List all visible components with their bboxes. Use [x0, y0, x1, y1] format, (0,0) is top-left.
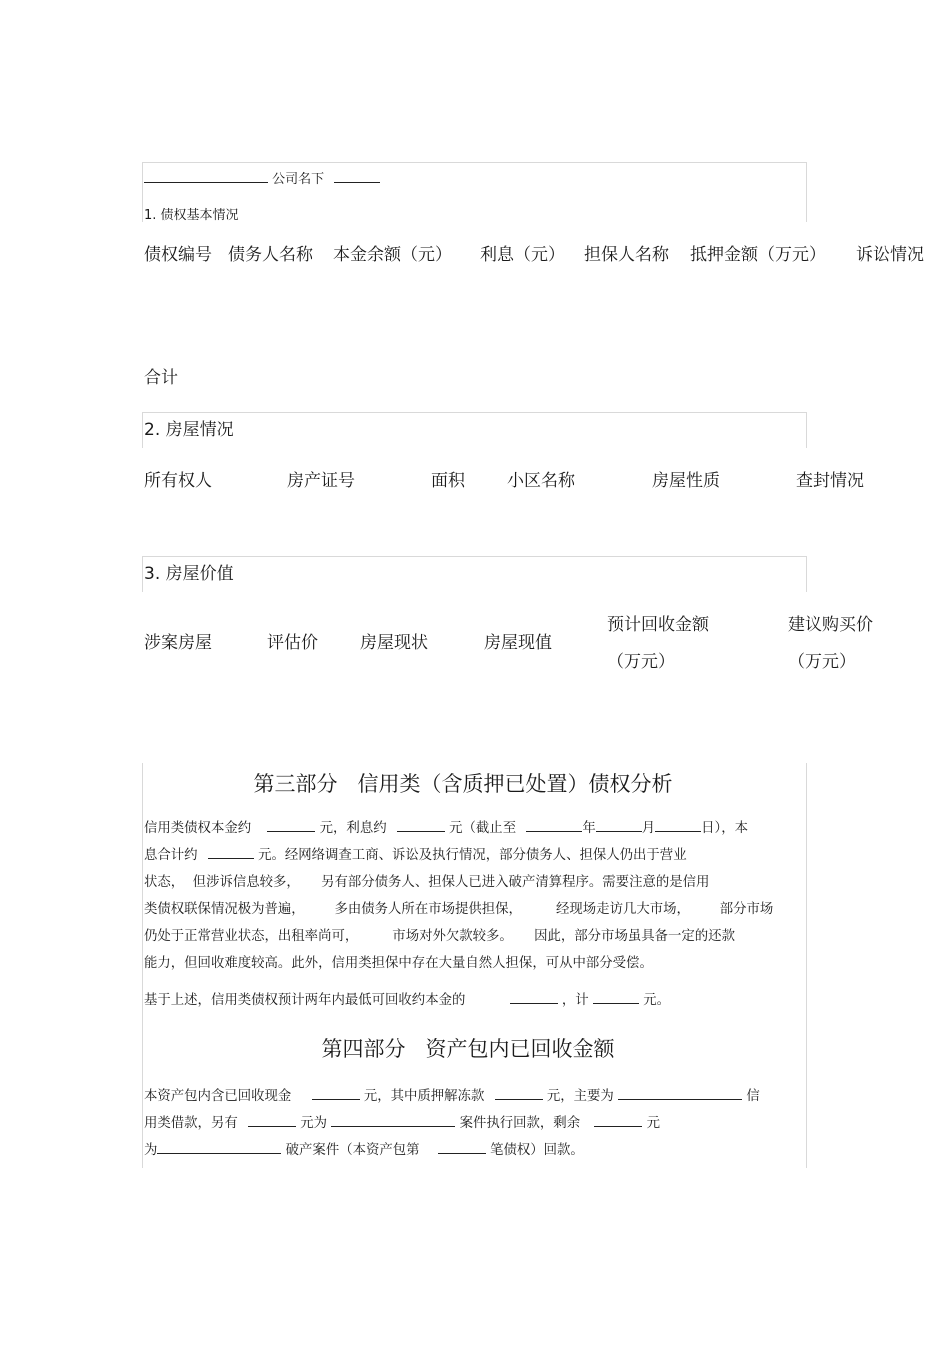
pledge-blank[interactable] — [495, 1086, 543, 1100]
s3-col-buy-line2: （万元） — [788, 652, 856, 672]
frame-line — [806, 763, 807, 1168]
other-amount-blank[interactable] — [248, 1113, 296, 1127]
month-blank[interactable] — [596, 818, 642, 832]
year-blank[interactable] — [526, 818, 582, 832]
section1-title: 1. 债权基本情况 — [144, 208, 239, 223]
frame-line — [142, 556, 143, 592]
s3-col-recover-line1: 预计回收金额 — [607, 615, 709, 635]
s1-col-guarantor: 担保人名称 — [584, 245, 669, 265]
total-blank[interactable] — [208, 845, 254, 859]
s1-col-interest: 利息（元） — [480, 245, 565, 265]
s2-col-area: 面积 — [431, 471, 465, 491]
s2-col-owner: 所有权人 — [144, 471, 212, 491]
frame-line — [142, 162, 143, 222]
case-blank[interactable] — [331, 1113, 455, 1127]
main-source-blank[interactable] — [618, 1086, 742, 1100]
section2-title: 2. 房屋情况 — [144, 420, 234, 440]
cash-blank[interactable] — [312, 1086, 360, 1100]
s1-col-debtor: 债务人名称 — [228, 245, 313, 265]
s3-col-house: 涉案房屋 — [144, 633, 212, 653]
frame-line — [806, 556, 807, 592]
s1-col-litigation: 诉讼情况 — [856, 245, 924, 265]
frame-line — [806, 412, 807, 448]
bankruptcy-blank[interactable] — [157, 1140, 281, 1154]
claim-no-blank[interactable] — [438, 1140, 486, 1154]
s1-col-id: 债权编号 — [144, 245, 212, 265]
part3-heading: 第三部分 信用类（含质押已处置）债权分析 — [253, 772, 673, 796]
amount-blank[interactable] — [593, 990, 639, 1004]
frame-line — [142, 162, 806, 163]
s3-col-current-value: 房屋现值 — [484, 633, 552, 653]
s3-col-recover-line2: （万元） — [607, 652, 675, 672]
s2-col-cert: 房产证号 — [287, 471, 355, 491]
frame-line — [142, 412, 143, 448]
day-blank[interactable] — [655, 818, 701, 832]
s3-col-condition: 房屋现状 — [360, 633, 428, 653]
s2-col-seizure: 查封情况 — [796, 471, 864, 491]
part3-paragraph-1: 信用类债权本金约 元，利息约 元（截止至 年 月 日），本 息合计约 元。经网络调查工商、诉讼及执行情况，部分债务人、担保人仍出于营业 状态， 但涉诉信息较多， 另有部分债务人、担保人已进入破产清算程序。需要注意的是信用 类债权联保情况极为普遍， 多由债务人所在市场提供担保， 经现场走访几大市场， 部分市场 仍处于正常营业状态，出租率尚可， 市场对外欠款较多。 因此，部分市场虽具备一定的还款 能力，但回收难度较高。此外，信用类担保中存在大量自然人担保，可从中部分受偿。 — [144, 815, 773, 977]
ratio-blank[interactable] — [510, 990, 558, 1004]
remaining-blank[interactable] — [594, 1113, 642, 1127]
principal-blank[interactable] — [267, 818, 315, 832]
s1-col-mortgage: 抵押金额（万元） — [690, 245, 826, 265]
frame-line — [142, 763, 143, 1168]
s3-col-buy-line1: 建议购买价 — [788, 615, 873, 635]
interest-blank[interactable] — [397, 818, 445, 832]
part3-paragraph-2: 基于上述，信用类债权预计两年内最低可回收约本金的 ，计 元。 — [144, 987, 670, 1014]
frame-line — [142, 556, 806, 557]
company-extra-blank[interactable] — [334, 169, 380, 183]
frame-line — [806, 162, 807, 222]
part4-heading: 第四部分 资产包内已回收金额 — [321, 1037, 615, 1061]
section3-title: 3. 房屋价值 — [144, 564, 234, 584]
frame-line — [142, 412, 806, 413]
s1-total-label: 合计 — [144, 368, 178, 388]
s1-col-principal: 本金余额（元） — [333, 245, 452, 265]
company-name-blank[interactable] — [144, 169, 268, 183]
company-suffix: 公司名下 — [272, 172, 325, 187]
s2-col-nature: 房屋性质 — [652, 471, 720, 491]
part4-paragraph: 本资产包内含已回收现金 元，其中质押解冻款 元，主要为 信 用类借款，另有 元为 案件执行回款，剩余 元 为 破产案件（本资产包第 笔债权）回款。 — [144, 1083, 760, 1164]
s3-col-appraisal: 评估价 — [267, 633, 318, 653]
s2-col-community: 小区名称 — [507, 471, 575, 491]
company-line — [144, 168, 380, 187]
